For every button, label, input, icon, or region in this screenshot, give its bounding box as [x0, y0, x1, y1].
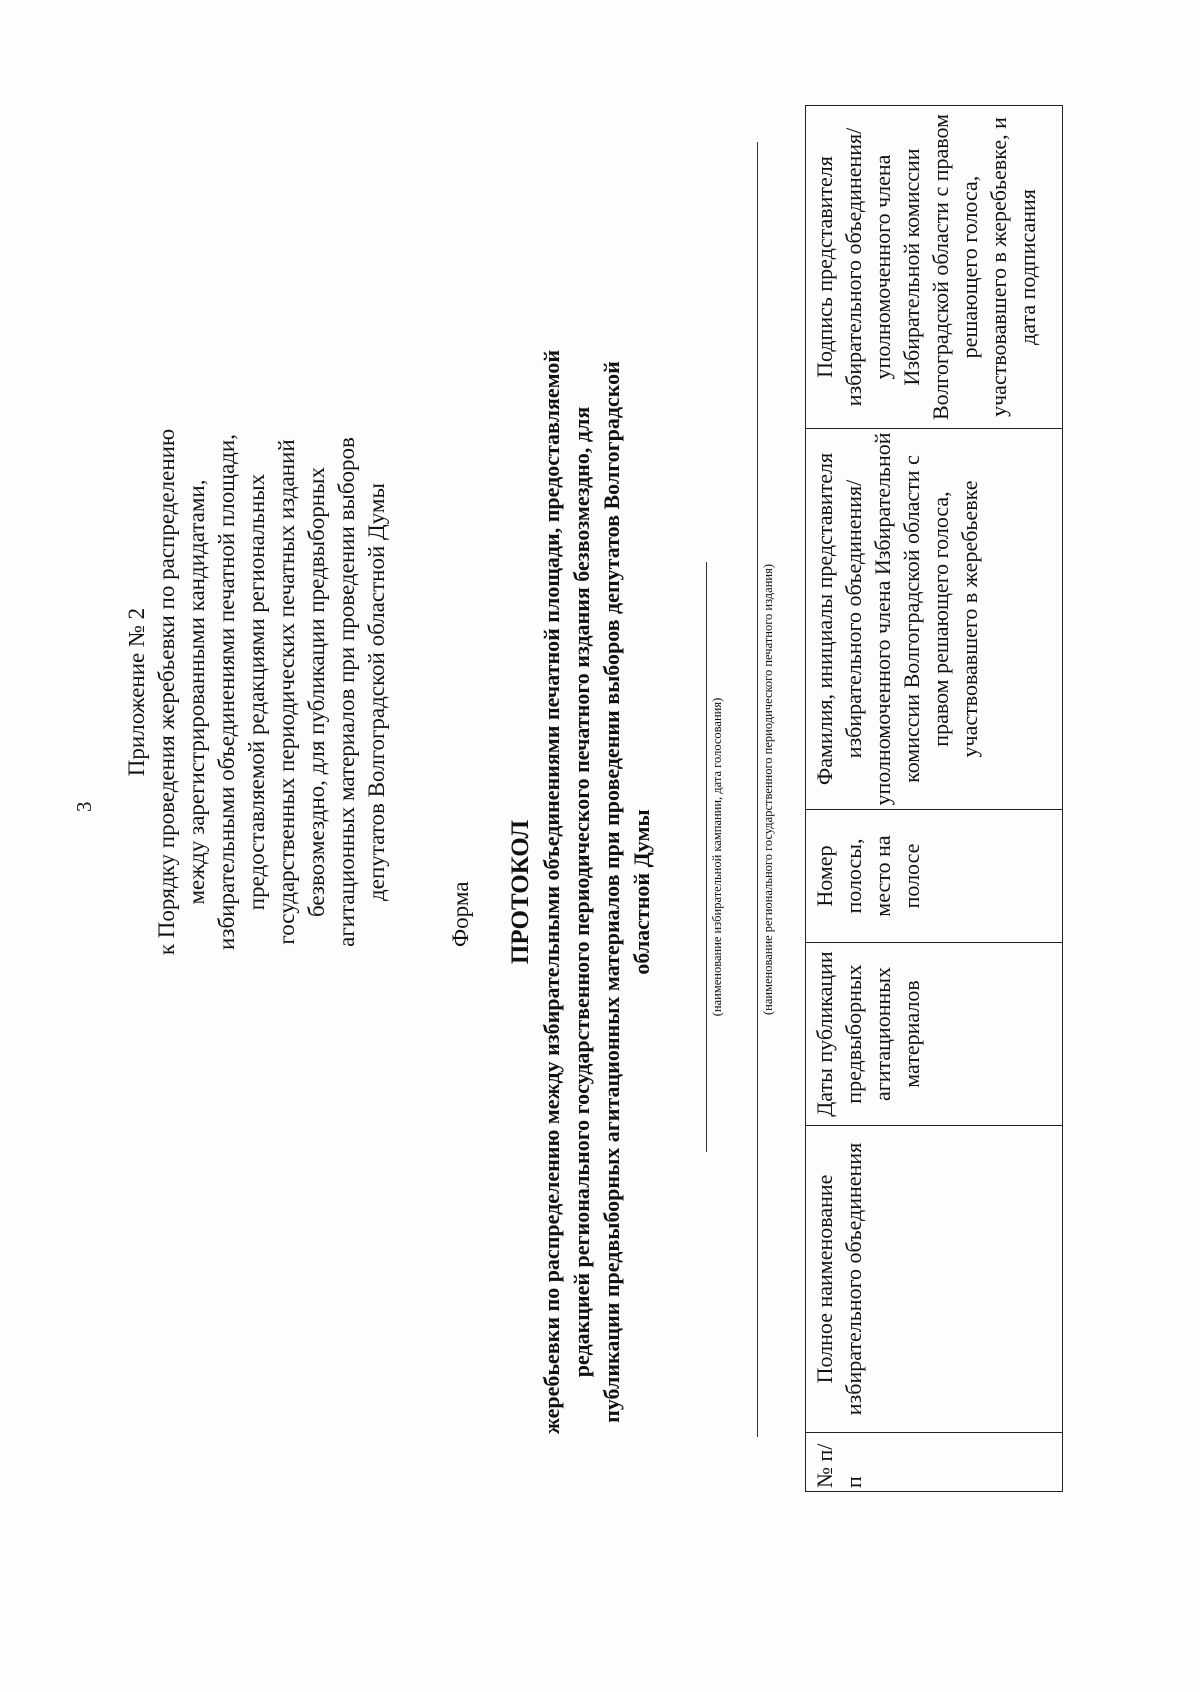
appendix-line: предоставляемой редакциями региональных	[244, 473, 269, 911]
header-cell-signature: Подпись представителя избирательного объединения/ уполномоченного члена Избирательной комиссии Волгоградской области с правом решающего голоса, участвовавшего в жеребьевке, и дата подписания	[806, 106, 1063, 429]
header-cell-page-position: Номер полосы, место на полосе	[806, 810, 1063, 943]
publication-caption: (наименование регионального государственного периодического печатного издания)	[761, 564, 775, 1016]
publication-fill-line	[757, 142, 758, 1437]
appendix-line: безвозмездно, для публикации предвыборных	[304, 467, 329, 917]
appendix-line: Приложение № 2	[124, 607, 149, 777]
appendix-line: между зарегистрированными кандидатами,	[184, 479, 209, 905]
appendix-line: к Порядку проведения жеребьевки по распределению	[154, 428, 179, 956]
protocol-subtitle	[537, 172, 657, 1612]
appendix-line: депутатов Волгоградской областной Думы	[364, 483, 389, 901]
protocol-subtitle-line: редакцией регионального государственного периодического печатного издания безвозмездно, для	[569, 406, 594, 1378]
appendix-block	[122, 92, 392, 1292]
protocol-subtitle-line: жеребьевки по распределению между избирательными объединениями печатной площади, предоставляемой	[539, 349, 564, 1435]
form-label: Форма	[448, 881, 473, 947]
header-cell-number: № п/п	[806, 1433, 1063, 1492]
table-header-row	[806, 106, 1063, 1492]
protocol-title: ПРОТОКОЛ	[507, 819, 534, 965]
appendix-line: агитационных материалов при проведении выборов	[334, 437, 359, 947]
campaign-caption: (наименование избирательной кампании, дата голосования)	[710, 697, 724, 1017]
header-cell-publication-dates: Даты публикации предвыборных агитационных материалов	[806, 943, 1063, 1126]
protocol-table	[805, 105, 1063, 1492]
header-cell-representative-name: Фамилия, инициалы представителя избирательного объединения/ уполномоченного члена Избирательной комиссии Волгоградской области с правом решающего голоса, участвовавшего в жеребьевке	[806, 429, 1063, 810]
campaign-fill-line	[706, 562, 707, 1152]
page-number: 3	[72, 801, 96, 812]
appendix-line: государственных периодических печатных изданий	[274, 439, 299, 945]
header-cell-association-name: Полное наименование избирательного объединения	[806, 1126, 1063, 1433]
protocol-subtitle-line: публикации предвыборных агитационных материалов при проведении выборов депутатов Волгоградской	[599, 361, 624, 1423]
protocol-subtitle-line: областной Думы	[629, 809, 654, 975]
appendix-line: избирательными объединениями печатной площади,	[214, 434, 239, 950]
